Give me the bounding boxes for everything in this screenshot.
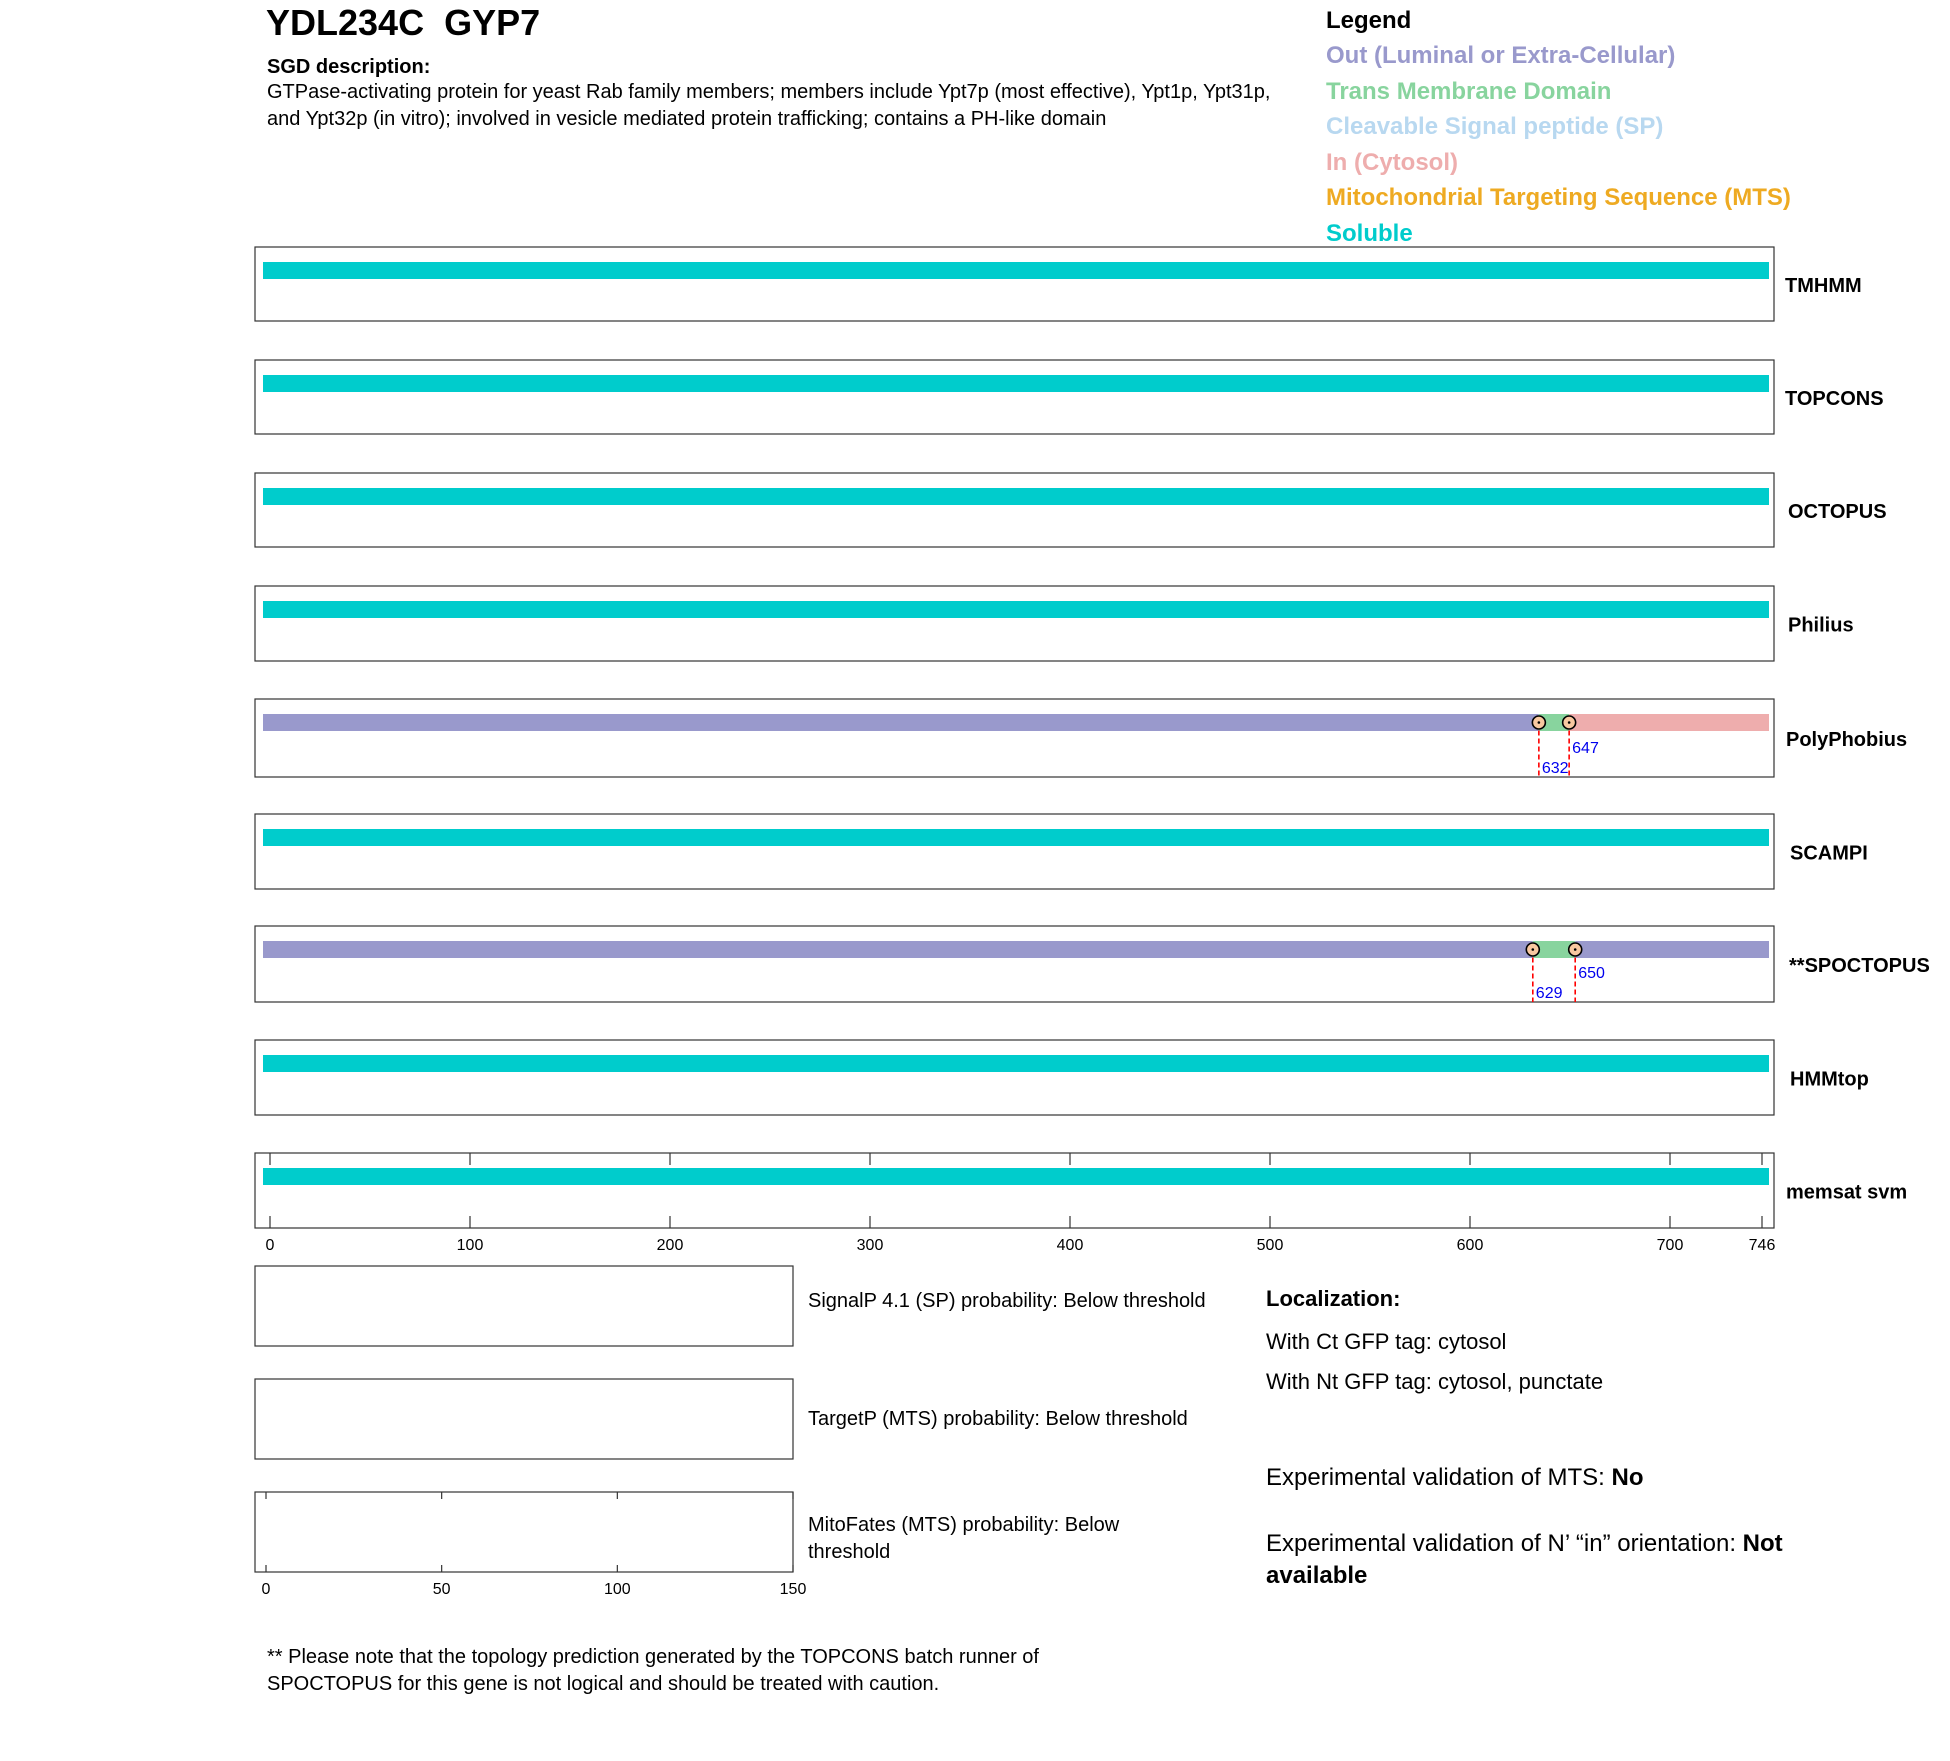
marker-dot-spoctopus-629 <box>1532 948 1535 951</box>
footnote: ** Please note that the topology prediction generated by the TOPCONS batch runner of SPOCTOPUS for this gene is not logical and should be treated with caution. <box>267 1646 1039 1695</box>
x-tick-label-600: 600 <box>1456 1237 1484 1254</box>
track-box-topcons <box>255 360 1774 434</box>
description-text: GTPase-activating protein for yeast Rab family members; members include Ypt7p (most effective), Ypt1p, Ypt31p, and Ypt32p (in vitro); involved in vesicle mediated protein trafficking; contains a PH-like domain <box>267 81 1271 130</box>
experimental-n-in-label: Experimental validation of N’ “in” orientation: <box>1266 1530 1743 1557</box>
marker-dot-polyphobius-647 <box>1568 721 1571 724</box>
x-tick-label-300: 300 <box>856 1237 884 1254</box>
track-label-scampi: SCAMPI <box>1790 842 1868 865</box>
legend-item-mts: Mitochondrial Targeting Sequence (MTS) <box>1326 184 1791 211</box>
track-box-memsat-svm <box>255 1153 1774 1228</box>
track-label-spoctopus: **SPOCTOPUS <box>1789 955 1930 977</box>
experimental-mts <box>1266 1462 1846 1494</box>
x-tick-label-500: 500 <box>1256 1237 1284 1254</box>
marker-label-spoctopus-629: 629 <box>1535 985 1563 1002</box>
legend-item-tm: Trans Membrane Domain <box>1326 77 1612 105</box>
track-box-scampi <box>255 814 1774 889</box>
x-tick-label-100: 100 <box>456 1237 484 1254</box>
track-segment-topcons-0 <box>263 375 1769 392</box>
track-box-philius <box>255 586 1774 661</box>
x-tick-label-0: 0 <box>265 1237 275 1254</box>
legend-item-sp: Cleavable Signal peptide (SP) <box>1326 113 1664 140</box>
track-segment-philius-0 <box>263 601 1769 618</box>
track-segment-spoctopus-2 <box>1575 941 1769 958</box>
description-heading: SGD description: <box>267 56 431 78</box>
targetp-probability-label: TargetP (MTS) probability: Below threshold <box>808 1408 1188 1430</box>
x-tick-label-746: 746 <box>1748 1237 1776 1254</box>
prob-tick-label-0: 0 <box>261 1581 271 1598</box>
track-segment-polyphobius-0 <box>263 714 1539 731</box>
probability-box-mitofates <box>255 1492 793 1572</box>
track-label-tmhmm: TMHMM <box>1785 275 1862 297</box>
track-box-hmmtop <box>255 1040 1774 1115</box>
track-label-octopus: OCTOPUS <box>1788 501 1887 523</box>
track-segment-tmhmm-0 <box>263 262 1769 279</box>
track-label-polyphobius: PolyPhobius <box>1786 729 1908 751</box>
localization-ct: With Ct GFP tag: cytosol <box>1266 1329 1507 1354</box>
marker-label-polyphobius-632: 632 <box>1541 760 1569 777</box>
marker-label-polyphobius-647: 647 <box>1572 740 1599 757</box>
signalp-probability-label: SignalP 4.1 (SP) probability: Below threshold <box>808 1290 1206 1312</box>
track-segment-octopus-0 <box>263 488 1769 505</box>
x-tick-label-400: 400 <box>1056 1237 1084 1254</box>
localization-nt: With Nt GFP tag: cytosol, punctate <box>1266 1369 1604 1394</box>
track-segment-scampi-0 <box>263 829 1769 846</box>
experimental-n-in <box>1266 1528 1846 1592</box>
prob-tick-label-50: 50 <box>432 1581 451 1598</box>
prob-tick-label-150: 150 <box>779 1581 807 1598</box>
experimental-mts-value: No <box>1611 1464 1644 1491</box>
track-label-hmmtop: HMMtop <box>1790 1068 1869 1091</box>
legend-item-in: In (Cytosol) <box>1326 148 1458 176</box>
experimental-mts-label: Experimental validation of MTS: <box>1266 1464 1612 1491</box>
track-segment-memsat-svm-0 <box>263 1168 1769 1185</box>
marker-dot-polyphobius-632 <box>1538 721 1541 724</box>
mitofates-probability-label: MitoFates (MTS) probability: Below threshold <box>808 1514 1120 1563</box>
x-tick-label-700: 700 <box>1656 1237 1684 1254</box>
experimental-n-in-value: Not available <box>1266 1530 1783 1589</box>
marker-dot-spoctopus-650 <box>1574 948 1577 951</box>
probability-box-targetp <box>255 1379 793 1459</box>
gene-title: YDL234C GYP7 <box>266 2 541 43</box>
prob-tick-label-100: 100 <box>603 1581 631 1598</box>
legend-item-out: Out (Luminal or Extra-Cellular) <box>1326 42 1676 69</box>
legend-title: Legend <box>1326 7 1412 34</box>
track-segment-polyphobius-2 <box>1569 714 1769 731</box>
legend-item-soluble: Soluble <box>1326 219 1413 247</box>
localization-title: Localization: <box>1266 1286 1401 1311</box>
track-segment-spoctopus-0 <box>263 941 1533 958</box>
x-tick-label-200: 200 <box>656 1237 684 1254</box>
marker-label-spoctopus-650: 650 <box>1578 965 1605 982</box>
track-label-topcons: TOPCONS <box>1785 388 1884 410</box>
probability-box-signalp <box>255 1266 793 1346</box>
track-segment-hmmtop-0 <box>263 1055 1769 1072</box>
track-label-philius: Philius <box>1788 614 1854 637</box>
track-box-octopus <box>255 473 1774 547</box>
track-box-tmhmm <box>255 247 1774 321</box>
track-label-memsat-svm: memsat svm <box>1786 1181 1908 1204</box>
